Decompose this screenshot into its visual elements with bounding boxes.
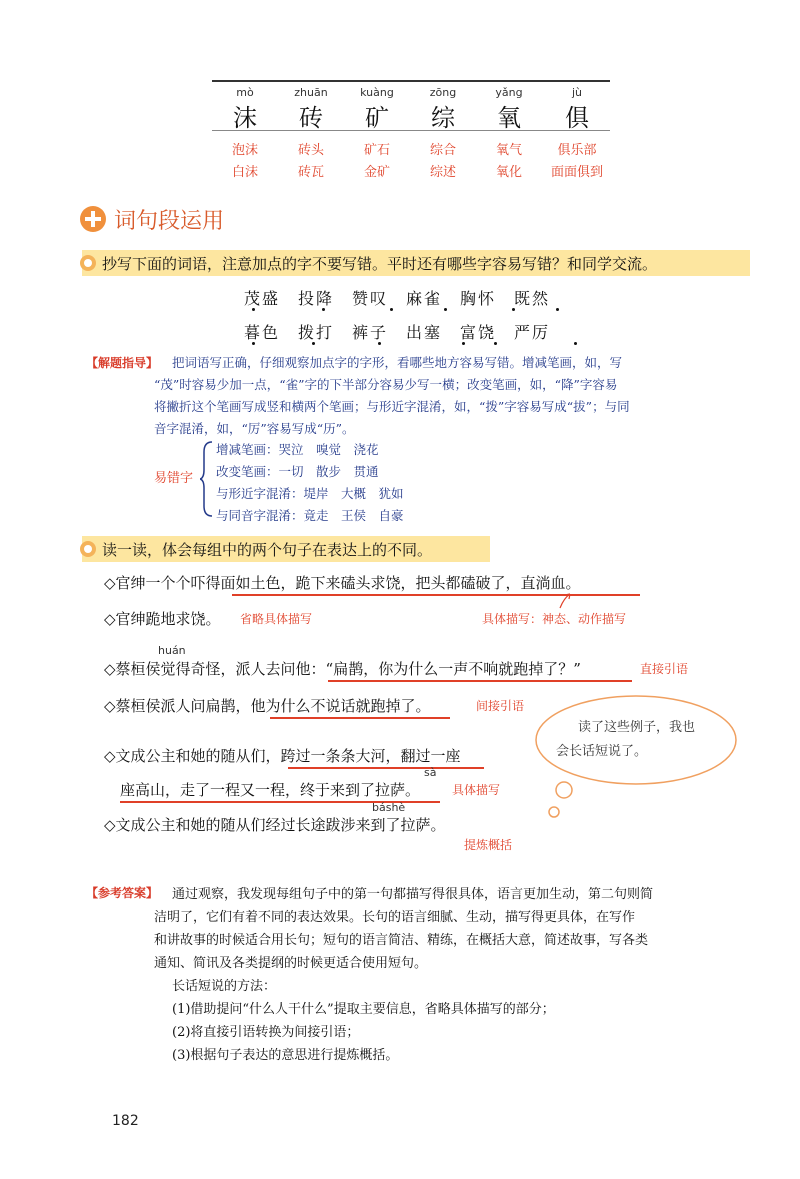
char-pinyin: jù <box>571 86 583 99</box>
sentence-3: ◇蔡桓侯觉得奇怪，派人去问他：“扁鹊，你为什么一声不响就跑掉了？” <box>104 660 581 678</box>
char-glyph: 综 <box>431 104 455 132</box>
note-direct: 直接引语 <box>640 662 689 676</box>
char-word: 氧化 <box>495 165 522 180</box>
char-word: 白沫 <box>231 165 258 180</box>
char-word: 金矿 <box>363 165 390 180</box>
word-row-2: 暮色 拨打 裤子 出塞 富饶 严厉 <box>244 323 551 342</box>
char-glyph: 俱 <box>565 104 589 132</box>
note-detail-2: 具体描写 <box>452 783 501 797</box>
sentence-1: ◇官绅一个个吓得面如土色，跪下来磕头求饶，把头都磕破了，直淌血。 <box>104 574 581 592</box>
char-glyph: 砖 <box>299 104 323 132</box>
sentence-5a: ◇文成公主和她的随从们，跨过一条条大河，翻过一座 <box>104 747 461 765</box>
guide-line: 音字混淆，如，“厉”容易写成“历”。 <box>154 421 355 436</box>
emphasis-dot <box>512 308 515 311</box>
char-word: 综合 <box>429 143 456 158</box>
emphasis-dot <box>494 342 497 345</box>
underline <box>288 767 484 769</box>
answer-line: 长话短说的方法： <box>172 979 277 994</box>
char-pinyin: mò <box>236 86 254 99</box>
emphasis-dot <box>390 308 393 311</box>
task2-instruction: 读一读，体会每组中的两个句子在表达上的不同。 <box>102 541 433 559</box>
section-title: 词句段运用 <box>114 209 225 234</box>
note-detail: 具体描写：神态、动作描写 <box>482 612 627 626</box>
pinyin-sa: sà <box>424 766 437 779</box>
brace-label: 易错字 <box>154 471 194 486</box>
char-pinyin: zōng <box>429 86 457 99</box>
underline <box>270 717 450 719</box>
emphasis-dot <box>444 308 447 311</box>
char-word: 矿石 <box>363 143 390 158</box>
brace-item: 与形近字混淆：堤岸 大概 犹如 <box>216 486 404 501</box>
note-omit: 省略具体描写 <box>240 612 313 626</box>
emphasis-dot <box>252 308 255 311</box>
answer-line: 通过观察，我发现每组句子中的第一句都描写得很具体，语言更加生动，第二句则简 <box>172 887 654 902</box>
task-bullet-icon <box>80 541 96 557</box>
word-row-1: 茂盛 投降 赞叹 麻雀 胸怀 既然 <box>244 289 551 308</box>
sentence-4: ◇蔡桓侯派人问扁鹊，他为什么不说话就跑掉了。 <box>104 697 431 715</box>
answer-line: 和讲故事的时候适合用长句；短句的语言简洁、精练，在概括大意，简述故事，写各类 <box>154 933 649 948</box>
pinyin-bashe: báshè <box>372 801 406 814</box>
emphasis-dot <box>322 308 325 311</box>
char-word: 氧气 <box>495 143 522 158</box>
char-word: 综述 <box>429 165 456 180</box>
sentence-2: ◇官绅跪地求饶。 <box>104 610 221 628</box>
guide-line: 将撇折这个笔画写成竖和横两个笔画；与形近字混淆，如，“拨”字容易写成“拔”；与同 <box>154 399 630 414</box>
brace-item: 改变笔画：一切 散步 贯通 <box>216 464 379 479</box>
table-top-rule <box>212 80 610 82</box>
brace-item: 与同音字混淆：竟走 王侯 自豪 <box>216 508 404 523</box>
char-glyph: 沫 <box>233 104 257 132</box>
sentence-5b: 座高山，走了一程又一程，终于来到了拉萨。 <box>120 781 421 799</box>
arrow-icon <box>556 592 580 610</box>
task-bullet-icon <box>80 255 96 271</box>
char-word: 面面俱到 <box>550 165 603 180</box>
char-word: 俱乐部 <box>557 143 597 158</box>
answer-line: 通知、简讯及各类提纲的时候更适合使用短句。 <box>154 956 428 971</box>
underline <box>328 680 632 682</box>
brace-icon <box>200 440 214 518</box>
answer-line: (3)根据句子表达的意思进行提炼概括。 <box>172 1048 399 1063</box>
answer-line: (2)将直接引语转换为间接引语； <box>172 1025 360 1040</box>
char-glyph: 矿 <box>365 104 389 132</box>
emphasis-dot <box>574 342 577 345</box>
char-word: 泡沫 <box>231 143 258 158</box>
emphasis-dot <box>378 342 381 345</box>
emphasis-dot <box>556 308 559 311</box>
char-word: 砖瓦 <box>297 165 324 180</box>
task1-instruction: 抄写下面的词语，注意加点的字不要写错。平时还有哪些字容易写错？和同学交流。 <box>102 255 658 273</box>
char-pinyin: kuàng <box>360 86 394 99</box>
guide-line: 把词语写正确，仔细观察加点字的字形，看哪些地方容易写错。增减笔画，如，写 <box>172 355 623 370</box>
emphasis-dot <box>312 342 315 345</box>
section-plus-icon <box>80 206 106 232</box>
sentence-6: ◇文成公主和她的随从们经过长途跋涉来到了拉萨。 <box>104 816 446 834</box>
brace-item: 增减笔画：哭泣 嗅觉 浇花 <box>216 442 379 457</box>
bubble-text: 读了这些例子，我也 <box>578 720 696 735</box>
answer-tag: 【参考答案】 <box>86 886 159 900</box>
char-pinyin: yǎng <box>495 86 523 99</box>
emphasis-dot <box>462 342 465 345</box>
char-glyph: 氧 <box>497 104 521 132</box>
char-pinyin: zhuān <box>294 86 328 99</box>
char-word: 砖头 <box>297 143 324 158</box>
guide-tag: 【解题指导】 <box>86 356 159 370</box>
emphasis-dot <box>252 342 255 345</box>
guide-line: “茂”时容易少加一点，“雀”字的下半部分容易少写一横；改变笔画，如，“降”字容易 <box>154 377 618 392</box>
pinyin-huan: huán <box>158 644 186 657</box>
page-number: 182 <box>112 1113 139 1129</box>
note-summary: 提炼概括 <box>464 838 513 852</box>
note-indirect: 间接引语 <box>476 699 525 713</box>
answer-line: 洁明了，它们有着不同的表达效果。长句的语言细腻、生动，描写得更具体，在写作 <box>154 910 636 925</box>
bubble-text: 会长话短说了。 <box>556 744 648 759</box>
answer-line: (1)借助提问“什么人干什么”提取主要信息，省略具体描写的部分； <box>172 1002 555 1017</box>
